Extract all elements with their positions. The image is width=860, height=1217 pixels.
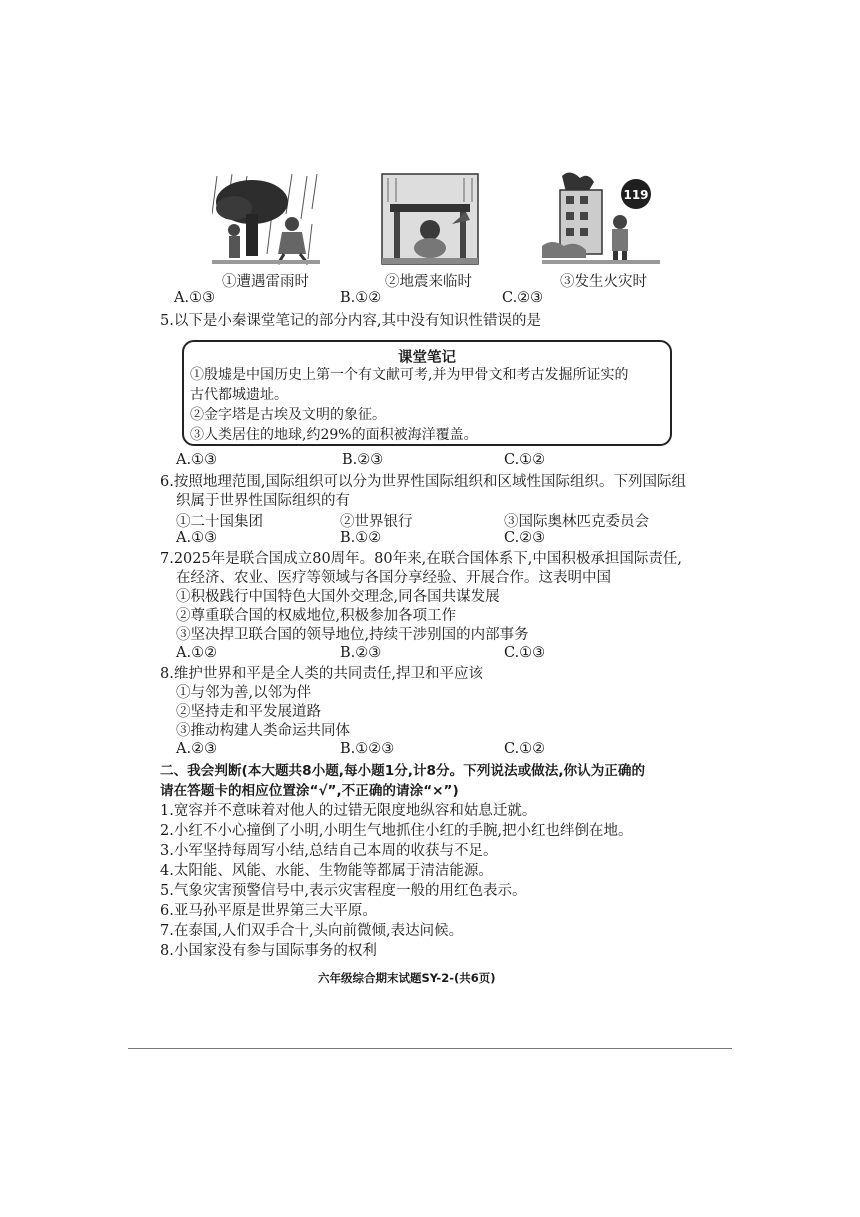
q4-option-c: C.②③ (502, 290, 544, 306)
q5-option-b: B.②③ (342, 452, 384, 468)
class-notes-box (182, 340, 672, 446)
q7-item-3: ③坚决捍卫联合国的领导地位,持续干涉别国的内部事务 (176, 627, 529, 643)
q6-item-2: ②世界银行 (340, 514, 413, 530)
q7-option-c: C.①③ (504, 645, 546, 661)
note-line-4: ③人类居住的地球,约29%的面积被海洋覆盖。 (190, 427, 478, 443)
q8-option-a: A.②③ (176, 741, 218, 757)
q5-option-a: A.①③ (176, 452, 218, 468)
picture-caption-3: ③发生火灾时 (560, 274, 647, 290)
q8-stem: 8.维护世界和平是全人类的共同责任,捍卫和平应该 (160, 666, 483, 682)
q7-stem-line-1: 7.2025年是联合国成立80周年。80年来,在联合国体系下,中国积极承担国际责任, (160, 551, 682, 567)
note-line-1: ①殷墟是中国历史上第一个有文献可考,并为甲骨文和考古发掘所证实的 (190, 367, 629, 383)
thunderstorm-picture (212, 174, 320, 266)
q8-item-1: ①与邻为善,以邻为伴 (176, 685, 312, 701)
q8-item-2: ②坚持走和平发展道路 (176, 704, 321, 720)
judge-item-8: 8.小国家没有参与国际事务的权利 (160, 943, 377, 959)
q6-option-c: C.②③ (504, 530, 546, 546)
q6-item-1: ①二十国集团 (176, 514, 263, 530)
q7-option-a: A.①② (176, 645, 218, 661)
fire-picture (542, 172, 660, 266)
q6-stem-line-1: 6.按照地理范围,国际组织可以分为世界性国际组织和区域性国际组织。下列国际组 (160, 474, 686, 490)
q6-option-b: B.①② (340, 530, 382, 546)
q6-item-3: ③国际奥林匹克委员会 (504, 514, 649, 530)
section2-heading-line-1: 二、我会判断(本大题共8小题,每小题1分,计8分。下列说法或做法,你认为正确的 (160, 763, 646, 779)
sign-119-text: 119 (623, 188, 649, 202)
q5-option-c: C.①② (504, 452, 546, 468)
page-footer: 六年级综合期末试题SY-2-(共6页) (318, 971, 496, 985)
q7-item-2: ②尊重联合国的权威地位,积极参加各项工作 (176, 608, 457, 624)
q5-stem: 5.以下是小秦课堂笔记的部分内容,其中没有知识性错误的是 (160, 313, 541, 329)
judge-item-1: 1.宽容并不意味着对他人的过错无限度地纵容和姑息迁就。 (160, 803, 537, 819)
class-notes-title: 课堂笔记 (398, 350, 456, 366)
judge-item-3: 3.小军坚持每周写小结,总结自己本周的收获与不足。 (160, 843, 498, 859)
judge-item-5: 5.气象灾害预警信号中,表示灾害程度一般的用红色表示。 (160, 883, 527, 899)
q8-option-c: C.①② (504, 741, 546, 757)
judge-item-4: 4.太阳能、风能、水能、生物能等都属于清洁能源。 (160, 863, 493, 879)
picture-caption-2: ②地震来临时 (385, 274, 472, 290)
q7-item-1: ①积极践行中国特色大国外交理念,同各国共谋发展 (176, 589, 500, 605)
earthquake-picture (380, 172, 480, 266)
judge-item-2: 2.小红不小心撞倒了小明,小明生气地抓住小红的手腕,把小红也绊倒在地。 (160, 823, 633, 839)
q7-stem-line-2: 在经济、农业、医疗等领域与各国分享经验、开展合作。这表明中国 (176, 570, 611, 586)
q4-option-b: B.①② (340, 290, 382, 306)
q8-item-3: ③推动构建人类命运共同体 (176, 723, 350, 739)
bottom-divider (128, 1048, 732, 1049)
judge-item-7: 7.在泰国,人们双手合十,头向前微倾,表达问候。 (160, 923, 464, 939)
note-line-3: ②金字塔是古埃及文明的象征。 (190, 407, 386, 423)
q4-option-a: A.①③ (174, 290, 216, 306)
q6-stem-line-2: 织属于世界性国际组织的有 (176, 493, 350, 509)
note-line-2: 古代都城遗址。 (190, 387, 288, 403)
q7-option-b: B.②③ (340, 645, 382, 661)
judge-item-6: 6.亚马孙平原是世界第三大平原。 (160, 903, 377, 919)
picture-caption-1: ①遭遇雷雨时 (222, 274, 309, 290)
q8-option-b: B.①②③ (340, 741, 395, 757)
section2-heading-line-2: 请在答题卡的相应位置涂“√”,不正确的请涂“×”) (160, 783, 459, 799)
q6-option-a: A.①③ (176, 530, 218, 546)
